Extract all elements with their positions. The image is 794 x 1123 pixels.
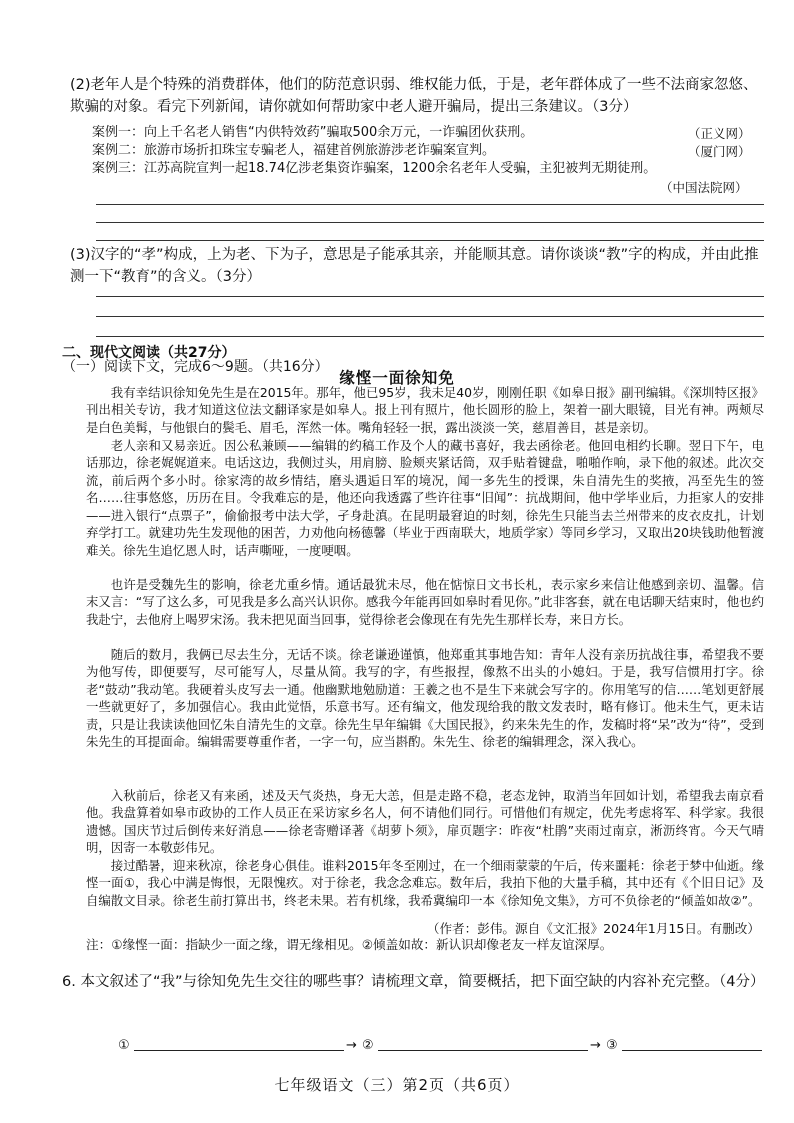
article-paragraph: 随后的数月，我俩已尽去生分，无话不谈。徐老谦逊谨慎，他郑重其事地告知：青年人没有亲历抗战往事，希望我不要为他写传，即便要写，尽可能写人，尽量从简。我写的字，有些报捏，像熬不出头的小媳妇。于是，我写信惯用打字。徐老“鼓动”我动笔。我硬着头皮写去一通。他幽默地勉励道：王羲之也不是生下来就会写字的。你用笔写的信……笔划更舒展一些就更好了，多加强信心。我由此觉悟，乐意书写。还有编文，他发现给我的散文发表时，略有修订。他未生气，更未诘责，只是让我读读他回忆朱自清先生的文章。徐先生早年编辑《大国民报》，约来朱先生的作，发稿时将“呆”改为“待”，受到朱先生的耳提面命。编辑需要尊重作者，一字一句，应当斟酌。朱先生、徐老的编辑理念，深入我心。 [86, 647, 764, 750]
article-title: 缘悭一面徐知免 [339, 369, 455, 387]
case-1-source: （正义网） [688, 126, 751, 141]
case-3-source: （中国法院网） [660, 180, 748, 195]
arrow-icon: → [590, 1038, 601, 1053]
article-paragraph: 老人亲和又易亲近。因公私兼顾——编辑的约稿工作及个人的藏书喜好，我去函徐老。他回电相约长聊。翌日下午，电话那边，徐老娓娓道来。电话这边，我侧过头，用肩膀、脸颊夹紧话筒，双手贴着键盘，啪啪作响，录下他的叙述。此次交流，前后两个多小时。徐家湾的故乡情结，磨头遇逅日军的境况，闻一多先生的授课，朱自清先生的奖掖，冯至先生的签名……往事悠悠，历历在目。令我难忘的是，他还向我透露了些许往事“旧闻”：抗战期间，他中学毕业后，力拒家人的安排——进入银行“点票子”，偷偷报考中法大学，孑身赴滇。在昆明最窘迫的时刻，徐先生只能当去兰州带来的皮衣皮扎，计划弃学打工。就建功先生发现他的困苦，力劝他向杨德馨（毕业于西南联大，地质学家）等同乡学习，又取出20块钱助他暂渡难关。徐先生追忆恩人时，话声嘶哑，一度哽咽。 [86, 438, 764, 558]
article-paragraph: 我有幸结识徐知免先生是在2015年。那年，他已95岁，我未足40岁，刚刚任职《如皋日报》副刊编辑。《深圳特区报》刊出相关专访，我才知道这位法文翻译家是如皋人。报上刊有照片，他长圆形的脸上，架着一副大眼镜，目光有神。两颊尽是白色美髯，与他银白的鬓毛、眉毛，浑然一体。嘴角轻轻一抿，露出淡淡一笑，慈眉善目，甚是亲切。 [86, 385, 764, 435]
article-byline: （作者：彭伟。源自《文汇报》2024年1月15日。有删改） [426, 921, 760, 936]
blank-2-field[interactable] [378, 1050, 588, 1051]
article-footnote: 注：①缘悭一面：指缺少一面之缘，谓无缘相见。②倾盖如故：新认识却像老友一样友谊深厚。 [86, 937, 613, 952]
case-2: 案例二：旅游市场折扣珠宝专骗老人，福建首例旅游涉老诈骗案宣判。 [92, 143, 496, 158]
article-paragraph: 接过酷暑，迎来秋凉，徐老身心俱佳。谁料2015年冬至刚过，在一个细雨蒙蒙的午后，传来噩耗：徐老于梦中仙逝。缘悭一面①，我心中满是悔恨，无限愧疚。对于徐老，我念念难忘。数年后，我拍下他的大量手稿，其中还有《个旧日记》及自编散文目录。徐老生前打算出书，终老未果。若有机缘，我希冀编印一本《徐知免文集》，方可不负徐老的“倾盖如故②”。 [86, 858, 764, 908]
question-3-prompt: (3)汉字的“孝”构成，上为老、下为子，意思是子能承其亲，并能顺其意。请你谈谈“教”字的构成，并由此推测一下“教育”的含义。（3分） [70, 247, 759, 285]
case-3: 案例三：江苏高院宣判一起18.74亿涉老集资诈骗案，1200余名老年人受骗，主犯被判无期徒刑。 [92, 161, 657, 176]
article-paragraph: 入秋前后，徐老又有来函，述及天气炎热，身无大恙，但是走路不稳，老态龙钟，取消当年回如计划，希望我去南京看他。我盘算着如皋市政协的工作人员正在采访家乡名人，何不请他们同行。可惜他们有规定，优先考虑将军、科学家。我很遗憾。国庆节过后倒传来好消息——徐老寄赠译著《胡萝卜须》，扉页题字：昨夜“杜鹃”夹雨过南京，淅沥终宵。今天气晴明，因寄一本敬彭伟兄。 [86, 788, 764, 856]
answer-line[interactable] [96, 204, 764, 205]
case-1: 案例一：向上千名老人销售“内供特效药”骗取500余万元，一诈骗团伙获刑。 [92, 125, 534, 140]
answer-line[interactable] [96, 316, 764, 317]
blank-2-marker: ② [362, 1038, 374, 1053]
blank-3-field[interactable] [622, 1050, 762, 1051]
answer-line[interactable] [96, 240, 764, 241]
case-2-source: （厦门网） [688, 144, 751, 159]
page-footer: 七年级语文（三）第2页（共6页） [274, 1076, 520, 1094]
answer-line[interactable] [96, 336, 764, 337]
section-subheading: （一）阅读下文，完成6～9题。（共16分） [62, 359, 329, 375]
answer-line[interactable] [96, 296, 764, 297]
question-2-prompt: (2)老年人是个特殊的消费群体，他们的防范意识弱、维权能力低，于是，老年群体成了一些不法商家忽悠、欺骗的对象。看完下列新闻，请你就如何帮助家中老人避开骗局，提出三条建议。（3分） [70, 77, 758, 115]
blank-1-marker: ① [118, 1038, 130, 1053]
question-6-prompt: 6. 本文叙述了“我”与徐知免先生交往的哪些事？请梳理文章，简要概括，把下面空缺的内容补充完整。（4分） [62, 974, 765, 990]
answer-line[interactable] [96, 222, 764, 223]
section-heading: 二、现代文阅读（共27分） [62, 345, 236, 361]
article-paragraph: 也许是受魏先生的影响，徐老尤重乡情。通话最犹未尽，他在惦惊日文书长札，表示家乡来信让他感到亲切、温馨。信末又言：“写了这么多，可见我是多么高兴认识你。感我今年能再回如皋时看见你。”此非客套，就在电话聊天结束时，他也约我赴宁，去他府上喝罗宋汤。我未把见面当回事，觉得徐老会像现在有先先生那样长寿，来日方长。 [86, 577, 764, 627]
blank-1-field[interactable] [134, 1050, 344, 1051]
arrow-icon: → [346, 1038, 357, 1053]
blank-3-marker: ③ [606, 1038, 618, 1053]
